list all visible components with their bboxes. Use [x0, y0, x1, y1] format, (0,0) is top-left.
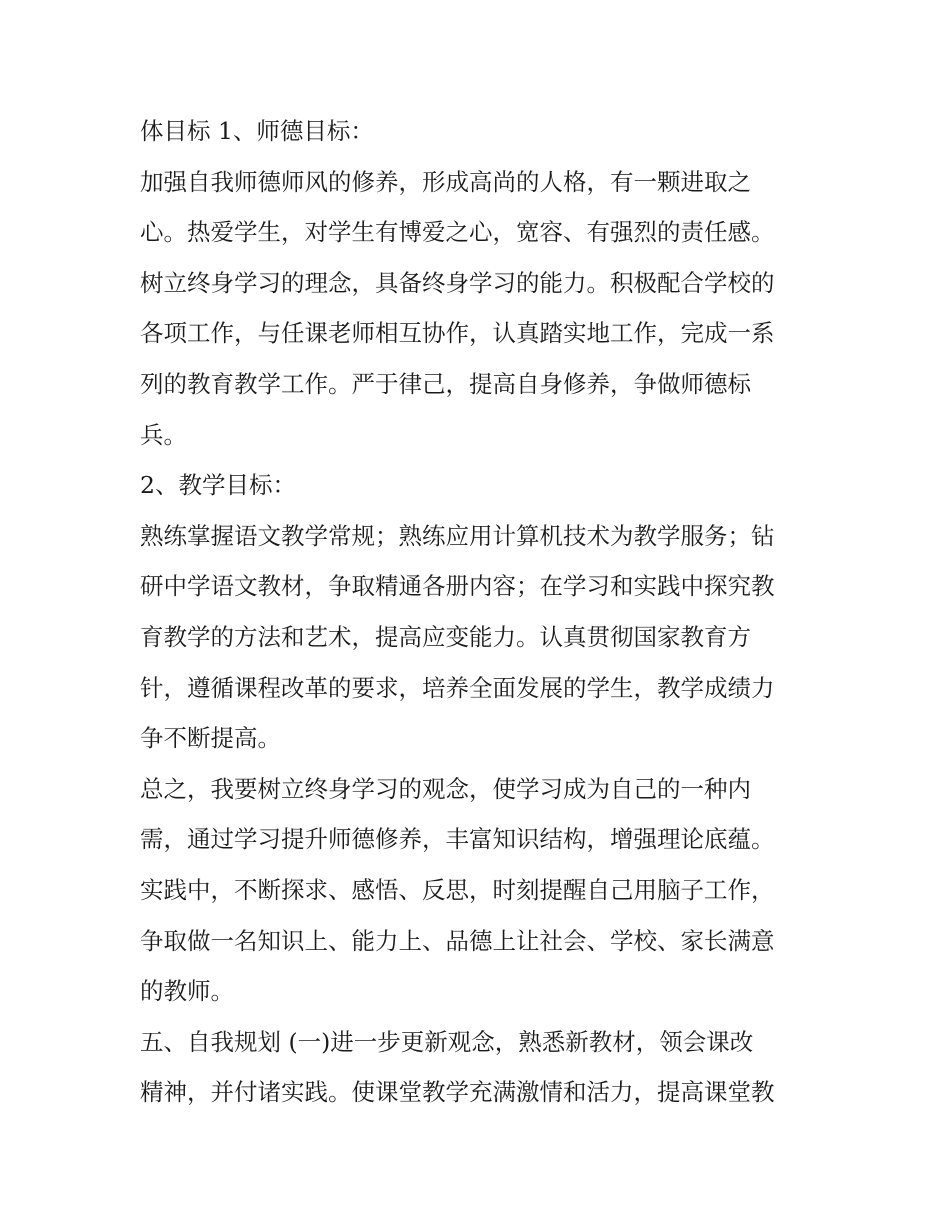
text-line: 针，遵循课程改革的要求，培养全面发展的学生，教学成绩力: [140, 673, 775, 702]
text-line: 2、教学目标：: [140, 471, 296, 500]
text-line: 兵。: [140, 420, 187, 449]
text-line: 体目标 1、师德目标：: [140, 117, 374, 145]
text-line: 的教师。: [140, 977, 234, 1006]
text-line: 五、自我规划 (一)进一步更新观念，熟悉新教材，领会课改: [140, 1027, 754, 1056]
text-line: 总之，我要树立终身学习的观念，使学习成为自己的一种内: [140, 774, 751, 803]
text-line: 熟练掌握语文教学常规；熟练应用计算机技术为教学服务；钻: [140, 521, 775, 550]
text-line: 实践中，不断探求、感悟、反思，时刻提醒自己用脑子工作，: [140, 875, 775, 904]
text-line: 研中学语文教材，争取精通各册内容；在学习和实践中探究教: [140, 572, 775, 601]
text-line: 加强自我师德师风的修养，形成高尚的人格，有一颗进取之: [140, 167, 751, 196]
text-line: 争取做一名知识上、能力上、品德上让社会、学校、家长满意: [140, 926, 775, 955]
document-body: [140, 106, 820, 1118]
text-line: 列的教育教学工作。严于律己，提高自身修养，争做师德标: [140, 369, 751, 398]
text-line: 树立终身学习的理念，具备终身学习的能力。积极配合学校的: [140, 268, 775, 297]
text-line: 育教学的方法和艺术，提高应变能力。认真贯彻国家教育方: [140, 622, 751, 651]
text-line: 各项工作，与任课老师相互协作，认真踏实地工作，完成一系: [140, 319, 775, 348]
text-line: 心。热爱学生，对学生有博爱之心，宽容、有强烈的责任感。: [140, 218, 775, 247]
text-line: 精神，并付诸实践。使课堂教学充满激情和活力，提高课堂教: [140, 1078, 775, 1107]
text-line: 需，通过学习提升师德修养，丰富知识结构，增强理论底蕴。: [140, 825, 775, 854]
text-line: 争不断提高。: [140, 724, 281, 753]
